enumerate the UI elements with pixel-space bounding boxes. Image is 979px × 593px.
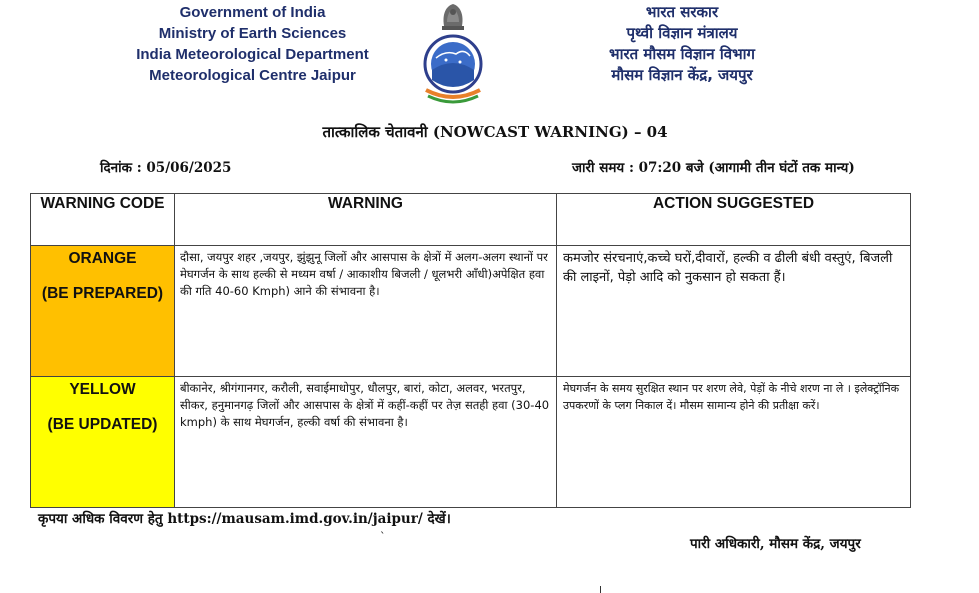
stray-mark: ` bbox=[380, 530, 386, 543]
header-action-suggested: ACTION SUGGESTED bbox=[557, 194, 911, 246]
yellow-code-cell bbox=[31, 377, 175, 508]
orange-code-label: ORANGE bbox=[68, 250, 137, 267]
table-header-row bbox=[31, 194, 911, 246]
orange-action-text: कमजोर संरचनाएं,कच्चे घरों,दीवारों, हल्की व ढीली बंधी वस्तुएं, बिजली की लाइनों, पेड़ो आदि को नुकसान हो सकता हैं। bbox=[557, 246, 911, 377]
header-hindi-line-3: भारत मौसम विज्ञान विभाग bbox=[609, 45, 755, 63]
signature: पारी अधिकारी, मौसम केंद्र, जयपुर bbox=[690, 536, 861, 552]
header-hindi-line-1: भारत सरकार bbox=[645, 3, 719, 21]
header-hindi-line-4: मौसम विज्ञान केंद्र, जयपुर bbox=[611, 66, 753, 84]
header-hindi-line-2: पृथ्वी विज्ञान मंत्रालय bbox=[626, 24, 738, 42]
orange-code-note: (BE PREPARED) bbox=[41, 285, 164, 302]
issue-time-line: जारी समय : 07:20 बजे (आगामी तीन घंटों तक मान्य) bbox=[572, 160, 855, 176]
header-english-line-2: Ministry of Earth Sciences bbox=[158, 25, 347, 42]
header-hindi bbox=[582, 2, 782, 86]
footer-note bbox=[38, 509, 451, 527]
orange-code-cell bbox=[31, 246, 175, 377]
header-english-line-3: India Meteorological Department bbox=[136, 46, 369, 63]
header-english-line-4: Meteorological Centre Jaipur bbox=[149, 67, 356, 84]
footer-link[interactable]: https://mausam.imd.gov.in/jaipur/ bbox=[167, 511, 423, 527]
stray-line bbox=[600, 586, 601, 593]
yellow-action-text: मेघगर्जन के समय सुरक्षित स्थान पर शरण लेवे, पेड़ों के नीचे शरण ना ले । इलेक्ट्रॉनिक उपकरणों के प्लग निकाल दें। मौसम सामान्य होने की प्रतीक्षा करें। bbox=[557, 377, 911, 508]
header-warning-code: WARNING CODE bbox=[31, 194, 175, 246]
page-title: तात्कालिक चेतावनी (NOWCAST WARNING) – 04 bbox=[322, 123, 668, 141]
orange-warning-text: दौसा, जयपुर शहर ,जयपुर, झुंझुनू जिलों और आसपास के क्षेत्रों में अलग-अलग स्थानों पर मेघगर्जन के साथ हल्की से मध्यम वर्षा / आकाशीय बिजली / धूलभरी आँधी)अपेक्षित हवा की गति 40-60 Kmph) आने की संभावना है। bbox=[175, 246, 557, 377]
yellow-code-label: YELLOW bbox=[69, 381, 136, 398]
yellow-code-note: (BE UPDATED) bbox=[47, 416, 158, 433]
footer-suffix: देखें। bbox=[422, 511, 451, 527]
header-english bbox=[120, 2, 385, 86]
table-row bbox=[31, 377, 911, 508]
date-line: दिनांक : 05/06/2025 bbox=[100, 160, 232, 176]
yellow-warning-text: बीकानेर, श्रीगंगानगर, करौली, सवाईमाधोपुर, धौलपुर, बारां, कोटा, अलवर, भरतपुर, सीकर, हनुमानगढ़ जिलों और आसपास के क्षेत्रों में कहीं-कहीं पर तेज़ सतही हवा (30-40 kmph) के साथ मेघगर्जन, हल्की वर्षा की संभावना है। bbox=[175, 377, 557, 508]
national-emblem-logo bbox=[420, 0, 486, 104]
warning-table bbox=[30, 193, 911, 508]
table-row bbox=[31, 246, 911, 377]
header-english-line-1: Government of India bbox=[179, 4, 326, 21]
header-warning: WARNING bbox=[175, 194, 557, 246]
footer-prefix: कृपया अधिक विवरण हेतु bbox=[38, 511, 168, 527]
